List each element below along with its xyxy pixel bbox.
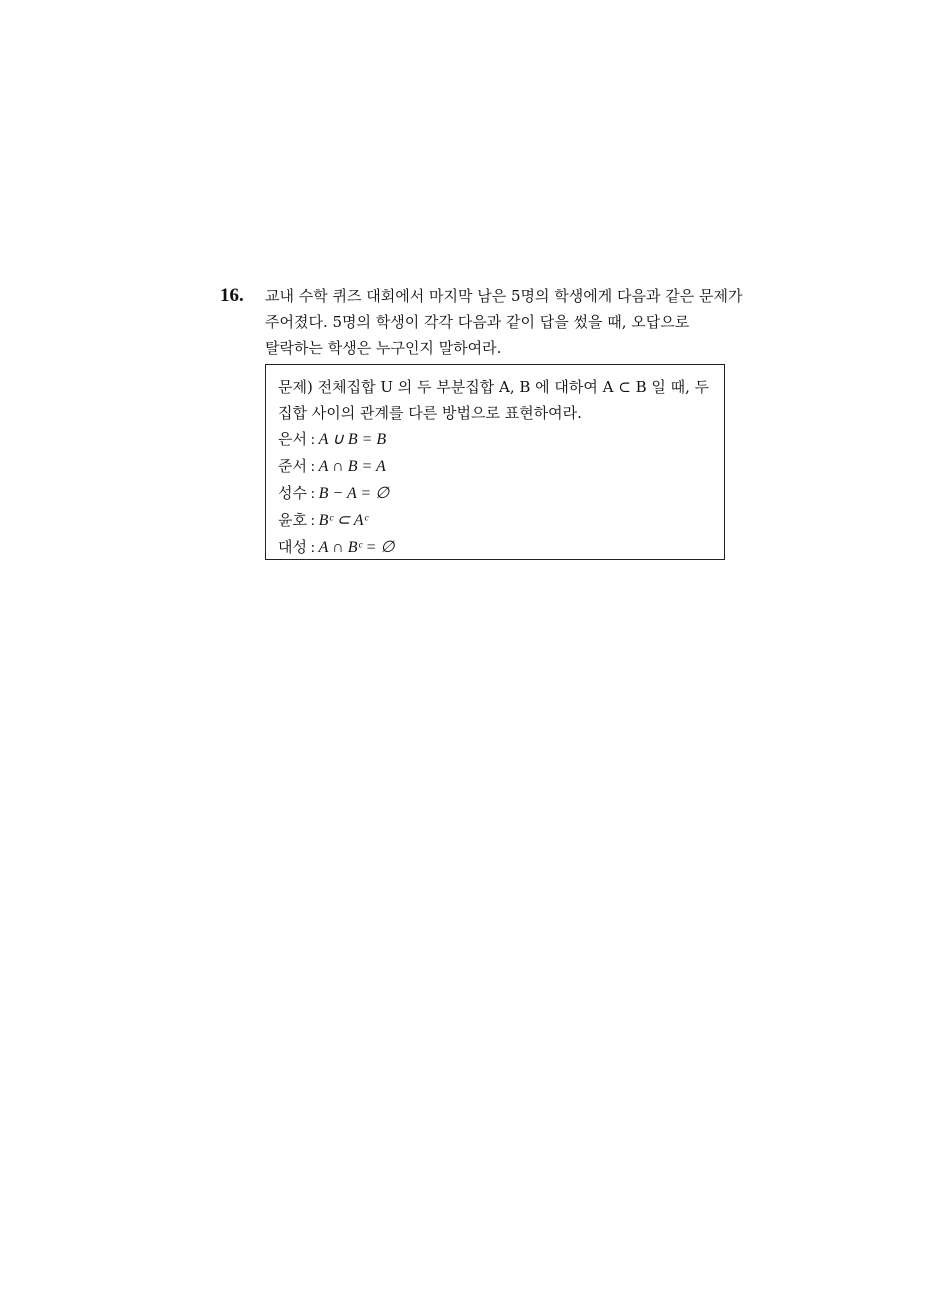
problem-line: 탈락하는 학생은 누구인지 말하여라. (265, 339, 502, 357)
student-answer: A ∩ B = A (318, 458, 386, 475)
answer-row: 성수 : B − A = ∅ (278, 484, 390, 502)
student-name: 은서 (278, 430, 307, 448)
answer-row: 대성 : A ∩ Bᶜ = ∅ (278, 538, 395, 556)
problem-line: 주어졌다. 5명의 학생이 각각 다음과 같이 답을 썼을 때, 오답으로 (265, 313, 690, 331)
quiz-box (265, 364, 725, 560)
student-answer: A ∪ B = B (318, 431, 387, 448)
quiz-question-line: 문제) 전체집합 U 의 두 부분집합 A, B 에 대하여 A ⊂ B 일 때, 두 (278, 378, 710, 396)
student-name: 성수 (278, 484, 307, 502)
student-name: 윤호 (278, 511, 307, 529)
answer-row: 윤호 : Bᶜ ⊂ Aᶜ (278, 511, 368, 529)
problem-number: 16. (220, 285, 244, 306)
problem-statement (265, 283, 765, 361)
answer-row: 은서 : A ∪ B = B (278, 430, 387, 448)
student-name: 준서 (278, 457, 307, 475)
answer-row: 준서 : A ∩ B = A (278, 457, 386, 475)
student-answer: Bᶜ ⊂ Aᶜ (318, 512, 368, 529)
quiz-question-line: 집합 사이의 관계를 다른 방법으로 표현하여라. (278, 404, 582, 422)
problem-line: 교내 수학 퀴즈 대회에서 마지막 남은 5명의 학생에게 다음과 같은 문제가 (265, 287, 743, 305)
student-answer: B − A = ∅ (318, 485, 390, 502)
student-name: 대성 (278, 538, 307, 556)
student-answer: A ∩ Bᶜ = ∅ (318, 539, 395, 556)
